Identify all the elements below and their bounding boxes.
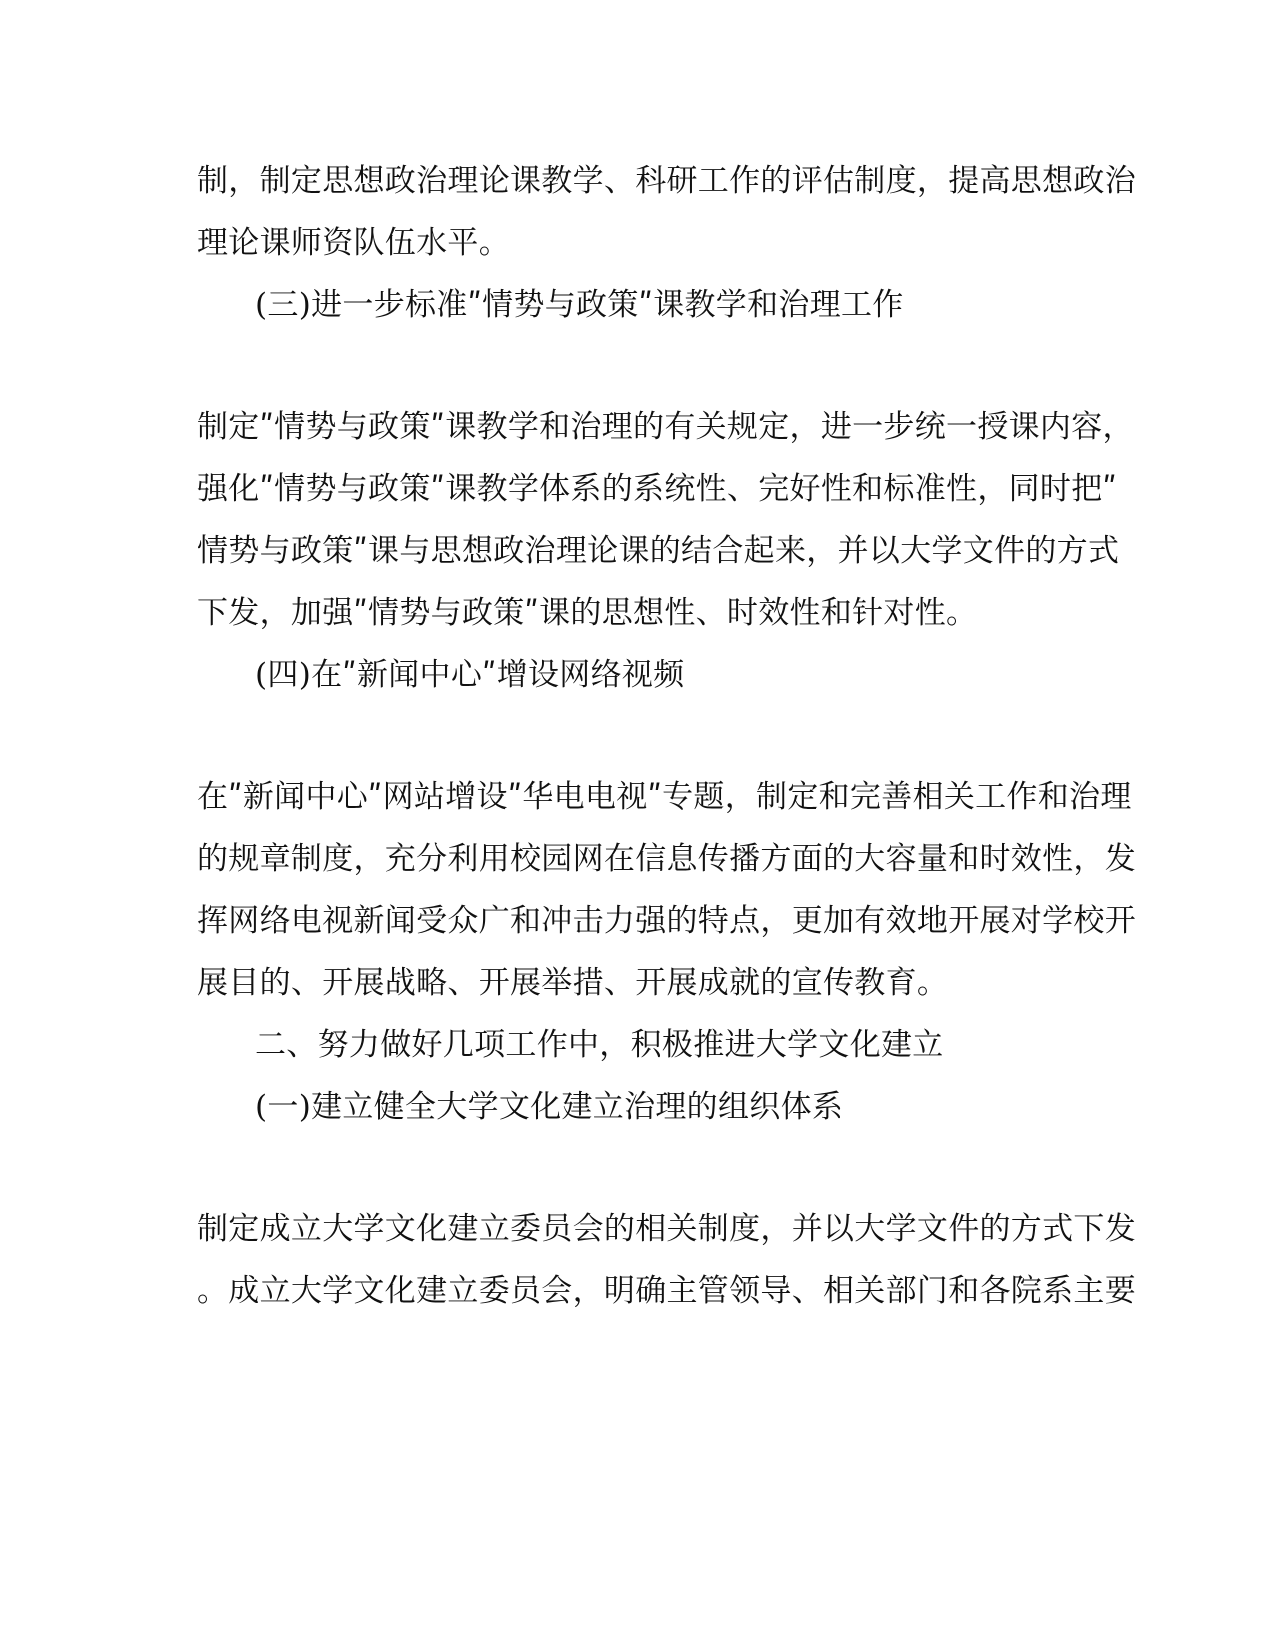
body-text-line: 的规章制度，充分利用校园网在信息传播方面的大容量和时效性，发 [197, 841, 1136, 877]
body-text-line: 理论课师资队伍水平。 [197, 225, 510, 261]
section-heading: (一)建立健全大学文化建立治理的组织体系 [255, 1089, 844, 1125]
body-text-line: 下发，加强ʺ情势与政策ʺ课的思想性、时效性和针对性。 [197, 595, 978, 631]
body-text-line: 制，制定思想政治理论课教学、科研工作的评估制度，提高思想政治 [197, 163, 1136, 199]
body-text-line: 情势与政策ʺ课与思想政治理论课的结合起来，并以大学文件的方式 [197, 533, 1120, 569]
body-text-line: 强化ʺ情势与政策ʺ课教学体系的系统性、完好性和标准性，同时把ʺ [197, 471, 1118, 507]
body-text-line: 在ʺ新闻中心ʺ网站增设ʺ华电电视ʺ专题，制定和完善相关工作和治理 [197, 779, 1132, 815]
body-text-line: 挥网络电视新闻受众广和冲击力强的特点，更加有效地开展对学校开 [197, 903, 1136, 939]
body-text-line: 制定成立大学文化建立委员会的相关制度，并以大学文件的方式下发 [197, 1211, 1136, 1247]
body-text-line: 。成立大学文化建立委员会，明确主管领导、相关部门和各院系主要 [197, 1273, 1136, 1309]
section-heading: (四)在ʺ新闻中心ʺ增设网络视频 [255, 657, 685, 693]
body-text-line: 制定ʺ情势与政策ʺ课教学和治理的有关规定，进一步统一授课内容， [197, 409, 1134, 445]
section-heading: (三)进一步标准ʺ情势与政策ʺ课教学和治理工作 [255, 287, 904, 323]
section-heading: 二、努力做好几项工作中，积极推进大学文化建立 [255, 1027, 944, 1063]
body-text-line: 展目的、开展战略、开展举措、开展成就的宣传教育。 [197, 965, 949, 1001]
